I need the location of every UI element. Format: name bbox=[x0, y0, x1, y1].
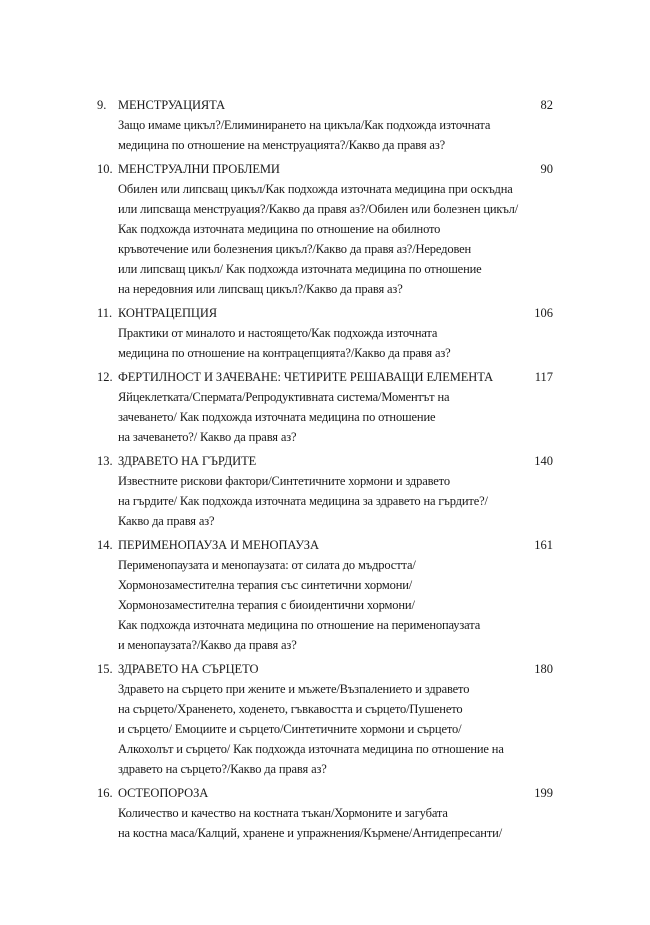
page-number: 117 bbox=[534, 370, 553, 384]
subtopic-line: на зачеването?/ Какво да правя аз? bbox=[118, 430, 297, 444]
subtopic-line: Известните рискови фактори/Синтетичните хормони и здравето bbox=[118, 474, 450, 488]
toc-entry-heading bbox=[97, 367, 553, 387]
page-number: 106 bbox=[534, 306, 553, 320]
toc-entry bbox=[97, 367, 553, 447]
toc-entry-heading bbox=[97, 303, 553, 323]
subtopic-line: Количество и качество на костната тъкан/Хормоните и загубата bbox=[118, 806, 448, 820]
subtopic-line: и сърцето/ Емоциите и сърцето/Синтетичните хормони и сърцето/ bbox=[118, 722, 462, 736]
subtopic-line: на нередовния или липсващ цикъл?/Какво да правя аз? bbox=[118, 282, 403, 296]
toc-entry bbox=[97, 95, 553, 155]
chapter-number: 10. bbox=[97, 162, 113, 176]
toc-entry-heading bbox=[97, 451, 553, 471]
subtopic-line: Хормонозаместителна терапия със синтетични хормони/ bbox=[118, 578, 413, 592]
chapter-subtopics bbox=[118, 323, 553, 363]
subtopic-line: медицина по отношение на контрацепцията?/Какво да правя аз? bbox=[118, 346, 451, 360]
page-number: 161 bbox=[534, 538, 553, 552]
toc-entry-heading bbox=[97, 95, 553, 115]
toc-entry bbox=[97, 159, 553, 299]
chapter-subtopics bbox=[118, 803, 553, 843]
toc-entry-heading bbox=[97, 535, 553, 555]
chapter-title: ЗДРАВЕТО НА СЪРЦЕТО bbox=[118, 662, 259, 676]
subtopic-line: Практики от миналото и настоящето/Как подхожда източната bbox=[118, 326, 438, 340]
chapter-title: ПЕРИМЕНОПАУЗА И МЕНОПАУЗА bbox=[118, 538, 319, 552]
chapter-title: МЕНСТРУАЛНИ ПРОБЛЕМИ bbox=[118, 162, 280, 176]
subtopic-line: на гърдите/ Как подхожда източната медицина за здравето на гърдите?/ bbox=[118, 494, 488, 508]
toc-entry bbox=[97, 303, 553, 363]
chapter-subtopics bbox=[118, 179, 553, 299]
toc-entry-heading bbox=[97, 659, 553, 679]
chapter-title: ЗДРАВЕТО НА ГЪРДИТЕ bbox=[118, 454, 257, 468]
page-number: 199 bbox=[534, 786, 553, 800]
chapter-subtopics bbox=[118, 115, 553, 155]
subtopic-line: зачеването/ Как подхожда източната медицина по отношение bbox=[118, 410, 436, 424]
chapter-title: ОСТЕОПОРОЗА bbox=[118, 786, 209, 800]
chapter-number: 16. bbox=[97, 786, 113, 800]
chapter-number: 15. bbox=[97, 662, 113, 676]
chapter-number: 11. bbox=[97, 306, 113, 320]
chapter-subtopics bbox=[118, 555, 553, 655]
chapter-subtopics bbox=[118, 679, 553, 779]
subtopic-line: Обилен или липсващ цикъл/Как подхожда източната медицина при оскъдна bbox=[118, 182, 513, 196]
toc-entry-heading bbox=[97, 783, 553, 803]
subtopic-line: Защо имаме цикъл?/Елиминирането на цикъла/Как подхожда източната bbox=[118, 118, 491, 132]
chapter-title: КОНТРАЦЕПЦИЯ bbox=[118, 306, 217, 320]
subtopic-line: Хормонозаместителна терапия с биоидентични хормони/ bbox=[118, 598, 415, 612]
chapter-subtopics bbox=[118, 471, 553, 531]
chapter-number: 13. bbox=[97, 454, 113, 468]
subtopic-line: Яйцеклетката/Спермата/Репродуктивната система/Моментът на bbox=[118, 390, 450, 404]
table-of-contents bbox=[97, 95, 553, 847]
subtopic-line: Перименопаузата и менопаузата: от силата до мъдростта/ bbox=[118, 558, 416, 572]
chapter-number: 9. bbox=[97, 98, 107, 112]
subtopic-line: или липсващ цикъл/ Как подхожда източната медицина по отношение bbox=[118, 262, 482, 276]
chapter-number: 12. bbox=[97, 370, 113, 384]
subtopic-line: медицина по отношение на менструацията?/Какво да правя аз? bbox=[118, 138, 446, 152]
subtopic-line: на сърцето/Храненето, ходенето, гъвкавостта и сърцето/Пушенето bbox=[118, 702, 463, 716]
chapter-subtopics bbox=[118, 387, 553, 447]
toc-entry bbox=[97, 659, 553, 779]
page-number: 180 bbox=[534, 662, 553, 676]
toc-entry bbox=[97, 783, 553, 843]
chapter-title: ФЕРТИЛНОСТ И ЗАЧЕВАНЕ: ЧЕТИРИТЕ РЕШАВАЩИ ЕЛЕМЕНТА bbox=[118, 370, 494, 384]
subtopic-line: Алкохолът и сърцето/ Как подхожда източната медицина по отношение на bbox=[118, 742, 504, 756]
subtopic-line: кръвотечение или болезнения цикъл?/Какво да правя аз?/Нередовен bbox=[118, 242, 472, 256]
subtopic-line: и менопаузата?/Какво да правя аз? bbox=[118, 638, 297, 652]
toc-entry-heading bbox=[97, 159, 553, 179]
subtopic-line: Какво да правя аз? bbox=[118, 514, 215, 528]
toc-entry bbox=[97, 451, 553, 531]
subtopic-line: Как подхожда източната медицина по отношение на обилното bbox=[118, 222, 441, 236]
chapter-title: МЕНСТРУАЦИЯТА bbox=[118, 98, 226, 112]
page-number: 82 bbox=[540, 98, 553, 112]
toc-entry bbox=[97, 535, 553, 655]
subtopic-line: Как подхожда източната медицина по отношение на перименопаузата bbox=[118, 618, 481, 632]
chapter-number: 14. bbox=[97, 538, 113, 552]
subtopic-line: на костна маса/Калций, хранене и упражнения/Кърмене/Антидепресанти/ bbox=[118, 826, 503, 840]
subtopic-line: или липсваща менструация?/Какво да правя аз?/Обилен или болезнен цикъл/ bbox=[118, 202, 519, 216]
subtopic-line: здравето на сърцето?/Какво да правя аз? bbox=[118, 762, 327, 776]
page-number: 140 bbox=[534, 454, 553, 468]
page-number: 90 bbox=[540, 162, 553, 176]
subtopic-line: Здравето на сърцето при жените и мъжете/Възпалението и здравето bbox=[118, 682, 470, 696]
